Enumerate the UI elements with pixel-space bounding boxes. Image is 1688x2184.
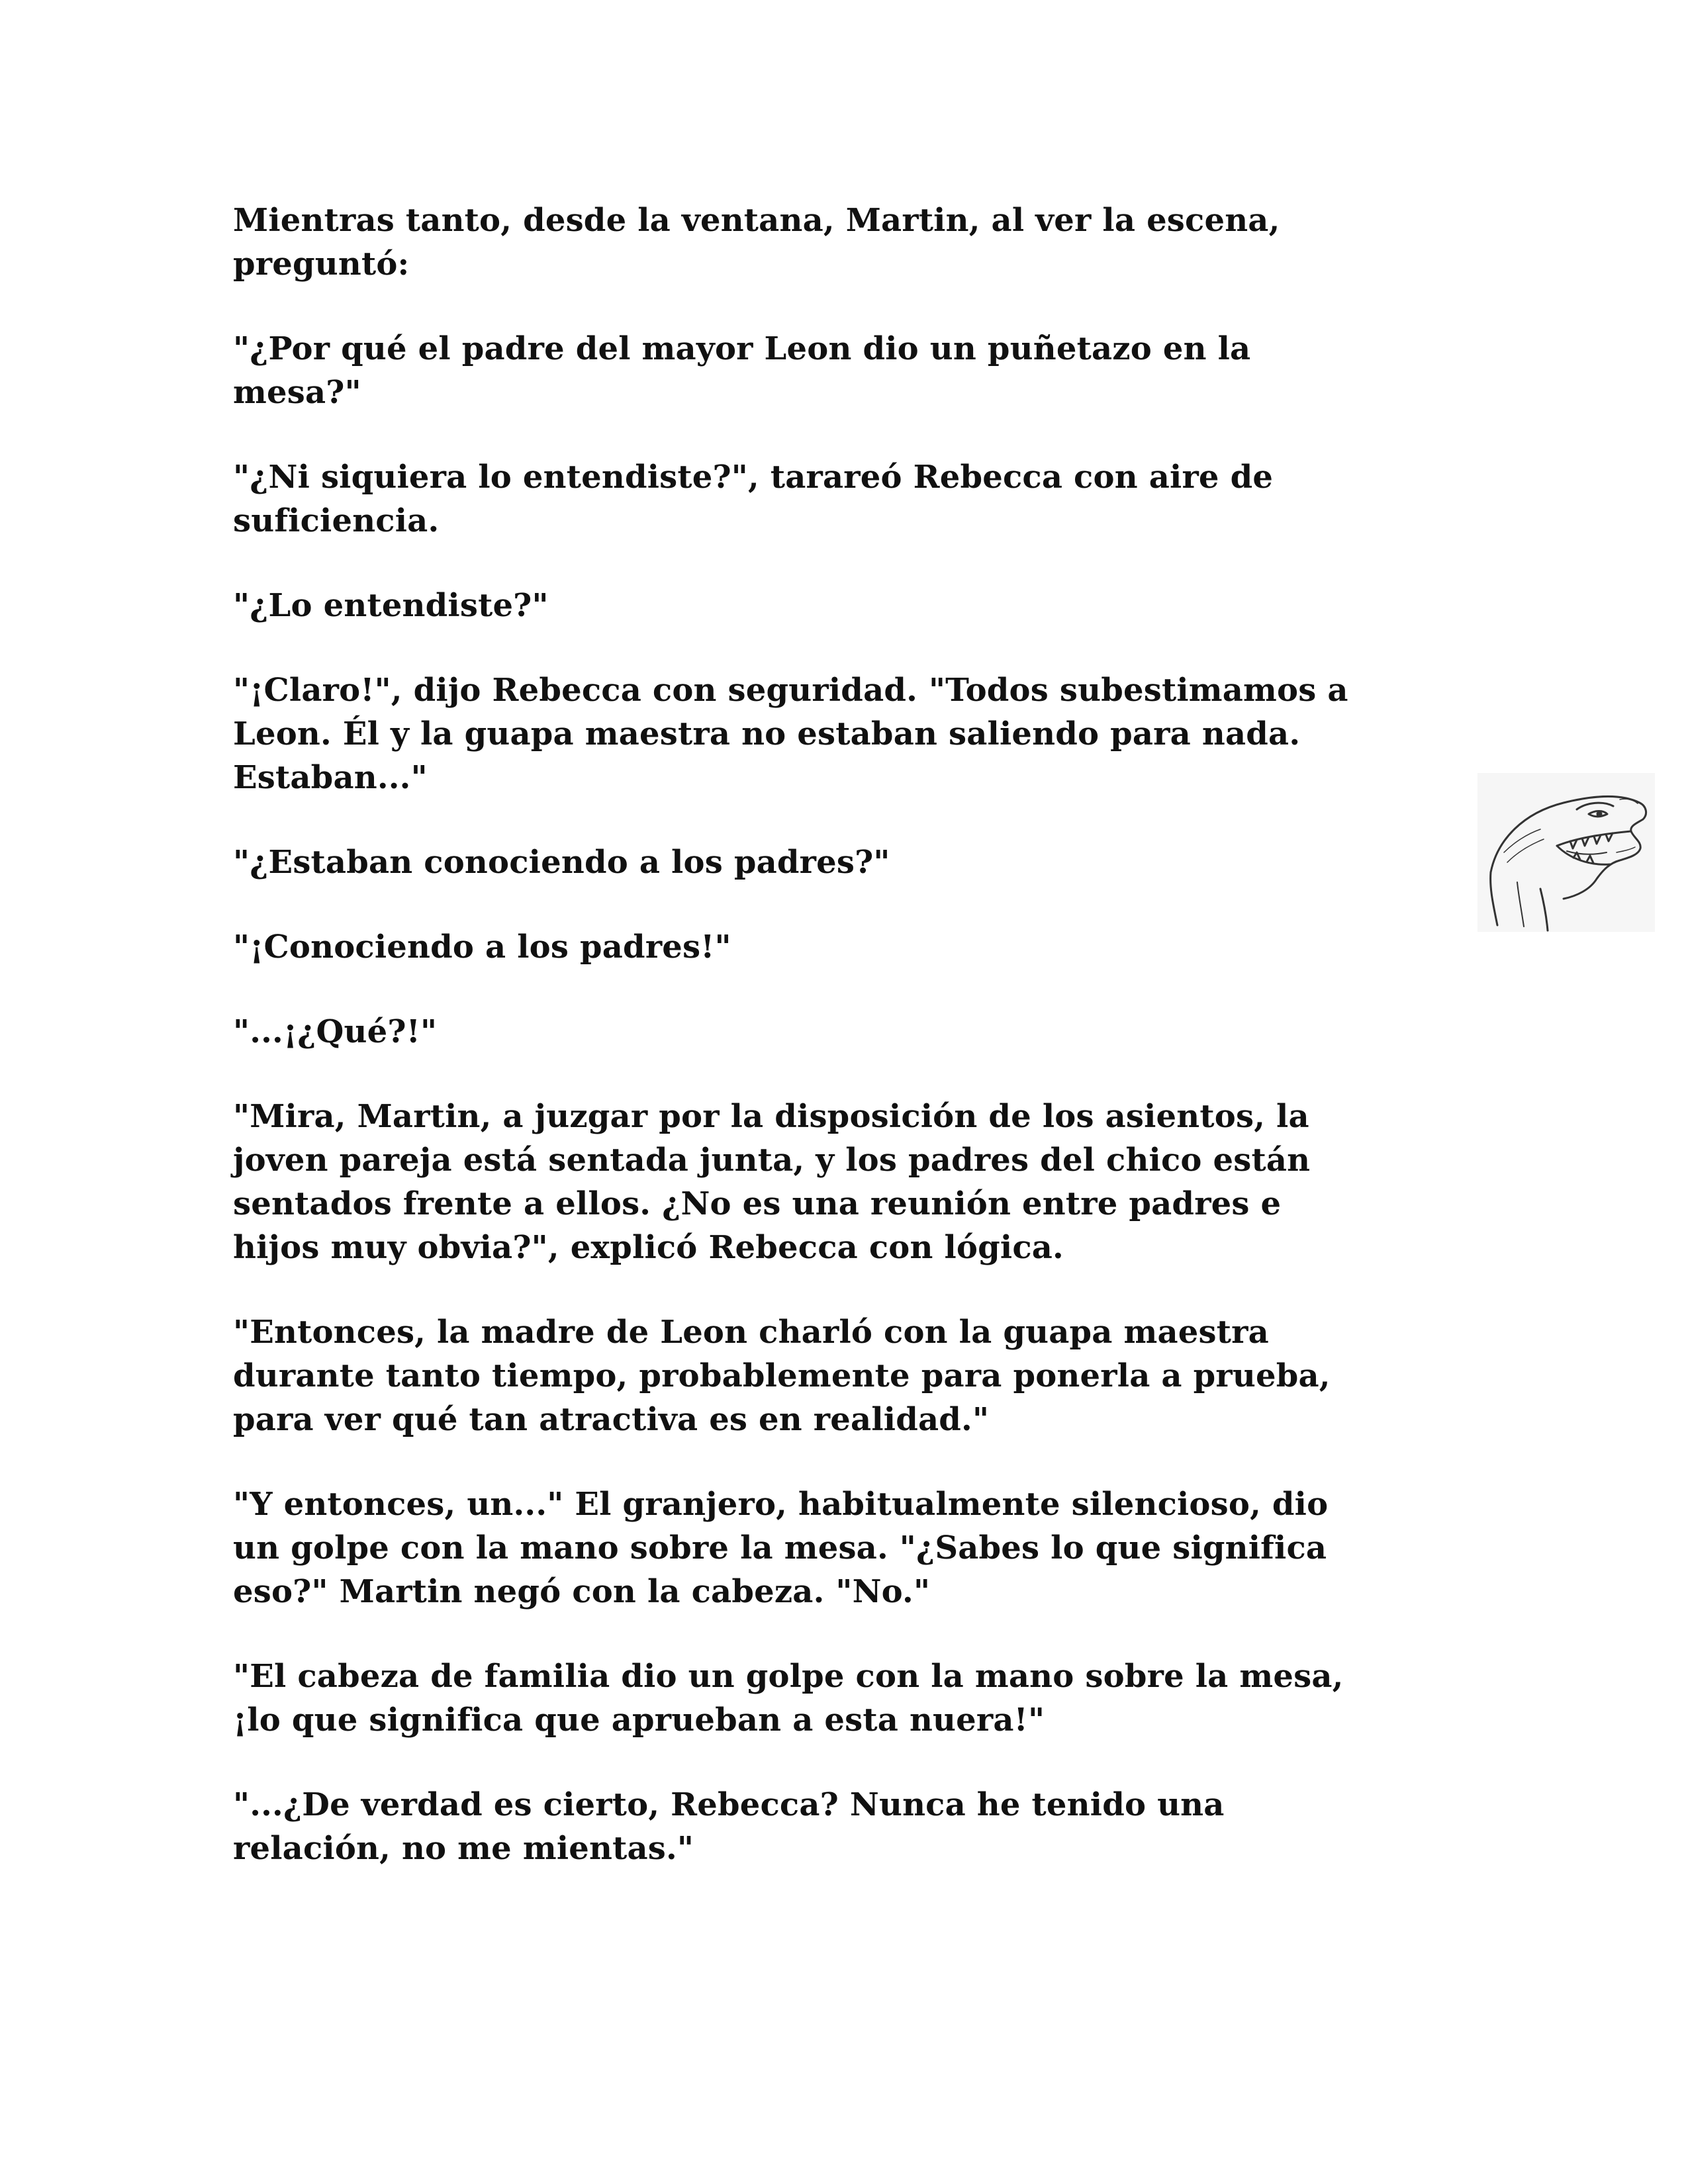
paragraph-9: "Mira, Martin, a juzgar por la disposición de los asientos, la joven pareja está sentada junta, y los padres del chico están sentados frente a ellos. ¿No es una reunión entre padres e hijos muy obvia?", explicó Rebecca con lógica. — [233, 1098, 1311, 1266]
story-text — [233, 199, 1451, 1911]
paragraph-8: "...¡¿Qué?!" — [233, 1013, 438, 1050]
paragraph-4: "¿Lo entendiste?" — [233, 587, 549, 624]
paragraph-5: "¡Claro!", dijo Rebecca con seguridad. "Todos subestimamos a Leon. Él y la guapa maestra no estaban saliendo para nada. Estaban..." — [233, 672, 1348, 796]
paragraph-7: "¡Conociendo a los padres!" — [233, 929, 731, 966]
paragraph-1: Mientras tanto, desde la ventana, Martin, al ver la escena, preguntó: — [233, 202, 1280, 283]
paragraph-6: "¿Estaban conociendo a los padres?" — [233, 844, 890, 881]
paragraph-11: "Y entonces, un..." El granjero, habitualmente silencioso, dio un golpe con la mano sobre la mesa. "¿Sabes lo que significa eso?" Martin negó con la cabeza. "No." — [233, 1486, 1329, 1610]
paragraph-10: "Entonces, la madre de Leon charló con la guapa maestra durante tanto tiempo, probablemente para ponerla a prueba, para ver qué tan atractiva es en realidad." — [233, 1314, 1331, 1438]
paragraph-2: "¿Por qué el padre del mayor Leon dio un puñetazo en la mesa?" — [233, 330, 1251, 411]
paragraph-12: "El cabeza de familia dio un golpe con la mano sobre la mesa, ¡lo que significa que aprueban a esta nuera!" — [233, 1658, 1344, 1739]
paragraph-13: "...¿De verdad es cierto, Rebecca? Nunca he tenido una relación, no me mientas." — [233, 1786, 1225, 1867]
dinosaur-head-sketch-icon — [1477, 773, 1655, 932]
paragraph-3: "¿Ni siquiera lo entendiste?", tarareó Rebecca con aire de suficiencia. — [233, 459, 1274, 539]
